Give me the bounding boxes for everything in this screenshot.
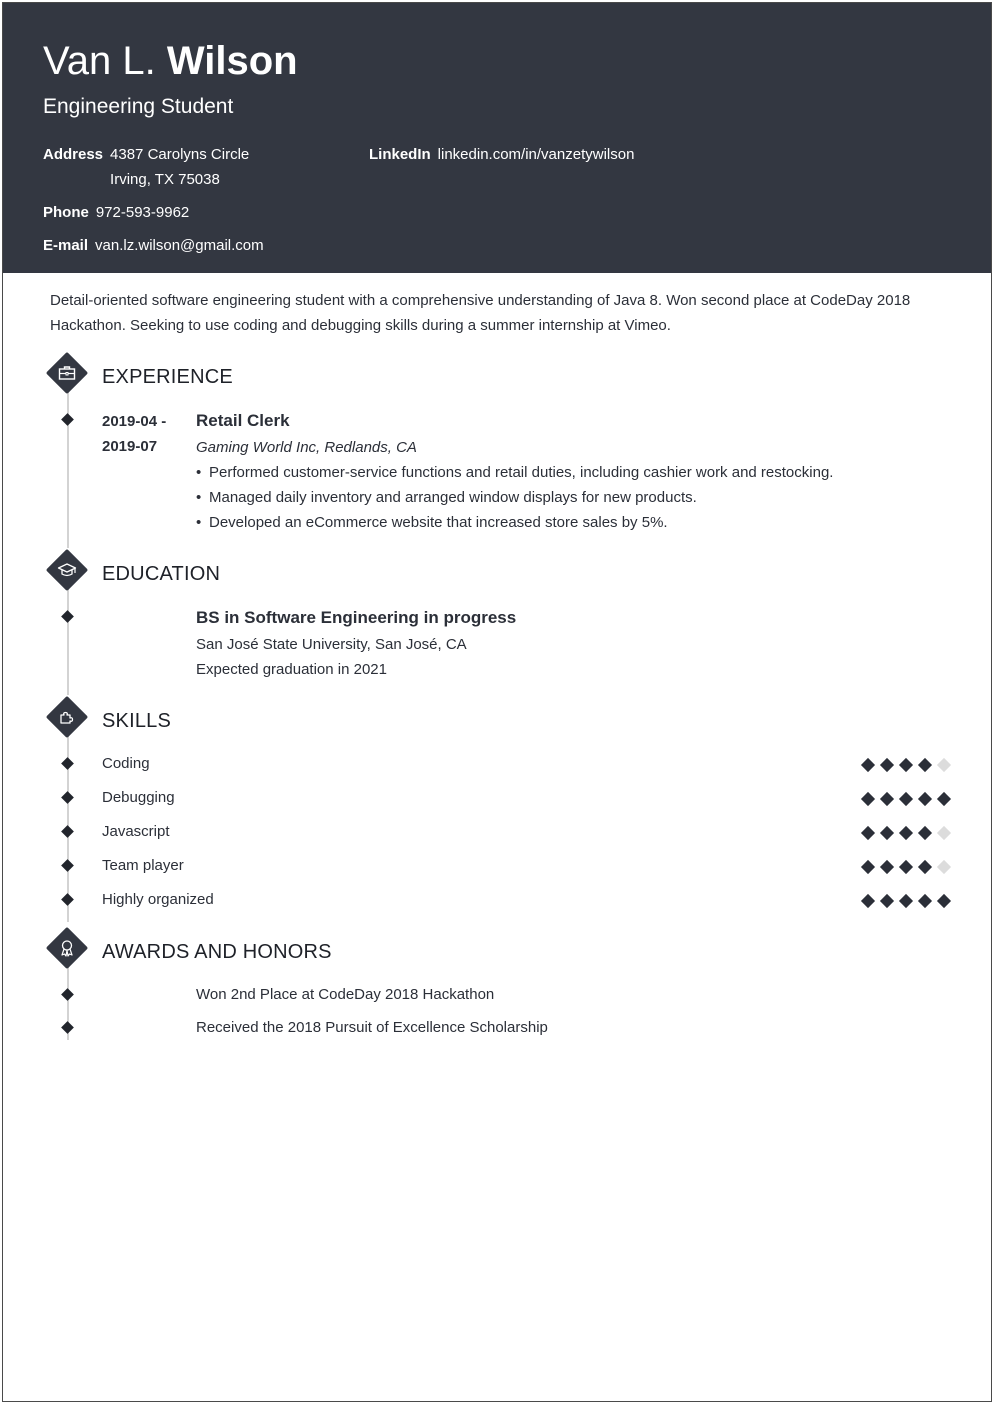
- award-item: Received the 2018 Pursuit of Excellence Scholarship: [196, 1019, 548, 1036]
- rating-dot-filled: [918, 792, 932, 806]
- graduation-cap-icon: [57, 560, 77, 580]
- education-section-icon: [46, 549, 88, 591]
- skills-section-icon: [46, 696, 88, 738]
- skill-marker: [61, 757, 74, 770]
- email-label: E-mail: [43, 237, 89, 254]
- resume-page: [2, 2, 992, 1402]
- linkedin-link[interactable]: linkedin.com/in/vanzetywilson: [437, 146, 635, 163]
- award-ribbon-icon: [57, 938, 77, 958]
- rating-dot-filled: [880, 894, 894, 908]
- timeline-education: [67, 585, 69, 695]
- awards-section-icon: [46, 927, 88, 969]
- skill-name: Javascript: [102, 823, 170, 840]
- experience-section-icon: [46, 352, 88, 394]
- experience-bullet: • Managed daily inventory and arranged window displays for new products.: [196, 489, 697, 506]
- rating-dot-filled: [937, 792, 951, 806]
- rating-dot-filled: [880, 758, 894, 772]
- contact-email: [43, 233, 264, 258]
- linkedin-label: LinkedIn: [369, 146, 431, 163]
- skill-name: Team player: [102, 857, 184, 874]
- address-line-2: Irving, TX 75038: [110, 171, 220, 188]
- address-value: [110, 142, 249, 192]
- rating-dot-filled: [861, 894, 875, 908]
- experience-bullet: • Performed customer-service functions and retail duties, including cashier work and restocking.: [196, 464, 833, 481]
- puzzle-icon: [57, 707, 77, 727]
- last-name: Wilson: [166, 39, 298, 83]
- rating-dot-empty: [937, 826, 951, 840]
- experience-section-title: EXPERIENCE: [102, 366, 233, 388]
- rating-dot-filled: [918, 758, 932, 772]
- rating-dot-filled: [899, 860, 913, 874]
- experience-item-marker: [61, 413, 74, 426]
- resume-header: [3, 3, 991, 273]
- skill-rating: [861, 792, 961, 806]
- candidate-name: [43, 39, 298, 84]
- skill-rating: [861, 894, 961, 908]
- date-start: 2019-04 -: [102, 413, 167, 430]
- company-name: Gaming World Inc, Redlands, CA: [196, 439, 417, 456]
- briefcase-icon: [57, 363, 77, 383]
- skill-rating: [861, 826, 961, 840]
- skill-marker: [61, 859, 74, 872]
- skill-marker: [61, 825, 74, 838]
- award-item-marker: [61, 1021, 74, 1034]
- experience-dates: [102, 409, 166, 459]
- skill-name: Coding: [102, 755, 150, 772]
- rating-dot-filled: [899, 758, 913, 772]
- contact-address: [43, 142, 249, 192]
- first-name: Van L.: [43, 39, 156, 83]
- rating-dot-filled: [899, 894, 913, 908]
- rating-dot-filled: [899, 792, 913, 806]
- rating-dot-filled: [899, 826, 913, 840]
- job-title: Retail Clerk: [196, 411, 290, 430]
- rating-dot-empty: [937, 860, 951, 874]
- skill-marker: [61, 893, 74, 906]
- rating-dot-filled: [918, 894, 932, 908]
- summary-text: Detail-oriented software engineering student with a comprehensive understanding of Java 8. Won second place at CodeDay 2018 Hackathon. Seeking to use coding and debugging skills during a summer internship at Vimeo.: [50, 292, 911, 334]
- contact-linkedin: [369, 142, 634, 167]
- email-link[interactable]: van.lz.wilson@gmail.com: [95, 237, 264, 254]
- rating-dot-filled: [861, 860, 875, 874]
- rating-dot-filled: [918, 860, 932, 874]
- rating-dot-filled: [861, 826, 875, 840]
- skill-rating: [861, 860, 961, 874]
- rating-dot-filled: [861, 758, 875, 772]
- rating-dot-filled: [937, 894, 951, 908]
- job-role: Engineering Student: [43, 95, 234, 118]
- rating-dot-filled: [918, 826, 932, 840]
- rating-dot-empty: [937, 758, 951, 772]
- skill-name: Debugging: [102, 789, 175, 806]
- education-item-marker: [61, 610, 74, 623]
- phone-label: Phone: [43, 204, 89, 221]
- address-label: Address: [43, 146, 104, 163]
- skill-marker: [61, 791, 74, 804]
- skill-name: Highly organized: [102, 891, 214, 908]
- phone-value: 972-593-9962: [95, 204, 190, 221]
- rating-dot-filled: [861, 792, 875, 806]
- awards-section-title: AWARDS AND HONORS: [102, 941, 332, 963]
- degree-title: BS in Software Engineering in progress: [196, 608, 517, 627]
- skills-section-title: SKILLS: [102, 710, 172, 732]
- contact-phone: [43, 200, 189, 225]
- award-item: Won 2nd Place at CodeDay 2018 Hackathon: [196, 986, 495, 1003]
- rating-dot-filled: [880, 860, 894, 874]
- rating-dot-filled: [880, 826, 894, 840]
- graduation-date: Expected graduation in 2021: [196, 661, 387, 678]
- date-end: 2019-07: [102, 438, 158, 455]
- school-name: San José State University, San José, CA: [196, 636, 467, 653]
- address-line-1: 4387 Carolyns Circle: [110, 146, 250, 163]
- skill-rating: [861, 758, 961, 772]
- experience-bullet: • Developed an eCommerce website that increased store sales by 5%.: [196, 514, 668, 531]
- rating-dot-filled: [880, 792, 894, 806]
- education-section-title: EDUCATION: [102, 563, 221, 585]
- award-item-marker: [61, 988, 74, 1001]
